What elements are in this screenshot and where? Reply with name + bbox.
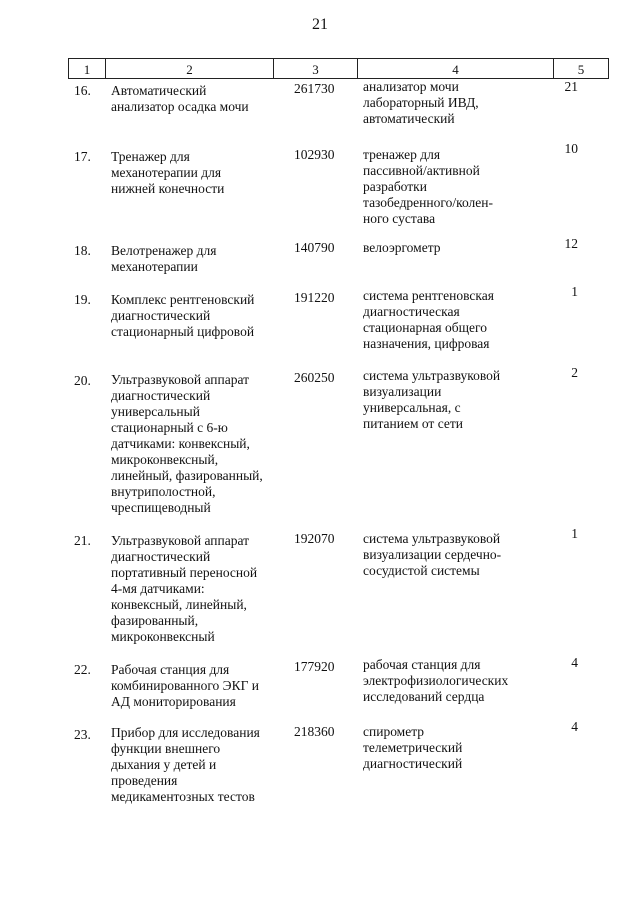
item-description <box>363 657 533 705</box>
item-name-line: фазированный, <box>111 613 199 628</box>
item-description <box>363 724 533 772</box>
item-name <box>111 533 286 645</box>
item-name <box>111 243 286 275</box>
item-name-line: портативный переносной <box>111 565 258 580</box>
item-name-line: анализатор осадка мочи <box>111 99 249 114</box>
item-description-line: диагностическая <box>363 304 460 319</box>
item-code: 102930 <box>294 147 335 162</box>
item-name-line: Ультразвуковой аппарат <box>111 533 250 548</box>
item-description-line: разработки <box>363 179 427 194</box>
item-quantity: 12 <box>564 236 578 251</box>
item-name <box>111 83 286 115</box>
item-name-line: механотерапии <box>111 259 198 274</box>
item-description <box>363 79 533 127</box>
item-description <box>363 288 533 352</box>
item-name-line: внутриполостной, <box>111 484 216 499</box>
header-col-4: 4 <box>357 59 553 78</box>
item-code: 260250 <box>294 370 335 385</box>
header-col-3: 3 <box>273 59 357 78</box>
item-name-line: конвексный, линейный, <box>111 597 247 612</box>
item-code: 192070 <box>294 531 335 546</box>
item-code: 261730 <box>294 81 335 96</box>
item-name-line: стационарный цифровой <box>111 324 255 339</box>
item-name <box>111 662 286 710</box>
item-description-line: диагностический <box>363 756 463 771</box>
header-col-2: 2 <box>105 59 273 78</box>
item-description <box>363 240 533 256</box>
item-name-line: Рабочая станция для <box>111 662 230 677</box>
header-col-5: 5 <box>553 59 609 78</box>
item-description-line: универсальная, с <box>363 400 461 415</box>
item-name-line: Тренажер для <box>111 149 190 164</box>
item-name <box>111 149 286 197</box>
item-name-line: Комплекс рентгеновский <box>111 292 255 307</box>
table-header <box>68 58 609 79</box>
item-description <box>363 531 533 579</box>
item-name-line: Прибор для исследования <box>111 725 260 740</box>
item-description-line: визуализации <box>363 384 442 399</box>
item-name-line: АД мониторирования <box>111 694 236 709</box>
item-name <box>111 292 286 340</box>
item-name-line: нижней конечности <box>111 181 225 196</box>
item-name-line: медикаментозных тестов <box>111 789 255 804</box>
item-name-line: диагностический <box>111 388 211 403</box>
item-name-line: Велотренажер для <box>111 243 217 258</box>
item-name-line: линейный, фазированный, <box>111 468 263 483</box>
item-name-line: комбинированного ЭКГ и <box>111 678 259 693</box>
item-description-line: спирометр <box>363 724 425 739</box>
header-col-1: 1 <box>68 59 105 78</box>
item-name-line: стационарный с 6-ю <box>111 420 228 435</box>
item-quantity: 1 <box>571 284 578 299</box>
row-number: 16. <box>74 83 91 98</box>
item-name-line: микроконвексный <box>111 629 215 644</box>
item-description-line: рабочая станция для <box>363 657 481 672</box>
item-name <box>111 372 286 516</box>
item-description-line: лабораторный ИВД, <box>363 95 479 110</box>
page-number: 21 <box>312 16 328 33</box>
item-description-line: назначения, цифровая <box>363 336 490 351</box>
item-name-line: 4-мя датчиками: <box>111 581 205 596</box>
item-quantity: 1 <box>571 526 578 541</box>
item-quantity: 4 <box>571 655 578 670</box>
item-description-line: автоматический <box>363 111 455 126</box>
item-description <box>363 368 533 432</box>
item-description-line: тазобедренного/колен- <box>363 195 493 210</box>
row-number: 20. <box>74 373 91 388</box>
item-name-line: проведения <box>111 773 178 788</box>
item-name-line: Ультразвуковой аппарат <box>111 372 250 387</box>
item-name-line: Автоматический <box>111 83 207 98</box>
item-description-line: сосудистой системы <box>363 563 480 578</box>
item-quantity: 2 <box>571 365 578 380</box>
item-description-line: исследований сердца <box>363 689 485 704</box>
item-name-line: диагностический <box>111 308 211 323</box>
row-number: 17. <box>74 149 91 164</box>
row-number: 23. <box>74 727 91 742</box>
item-name-line: функции внешнего <box>111 741 221 756</box>
item-name-line: дыхания у детей и <box>111 757 217 772</box>
item-description-line: питанием от сети <box>363 416 463 431</box>
item-description-line: система рентгеновская <box>363 288 494 303</box>
row-number: 22. <box>74 662 91 677</box>
item-name-line: микроконвексный, <box>111 452 219 467</box>
item-code: 177920 <box>294 659 335 674</box>
item-description-line: система ультразвуковой <box>363 531 501 546</box>
item-description-line: визуализации сердечно- <box>363 547 502 562</box>
item-description-line: тренажер для <box>363 147 441 162</box>
item-code: 140790 <box>294 240 335 255</box>
item-name-line: чреспищеводный <box>111 500 211 515</box>
item-quantity: 4 <box>571 719 578 734</box>
item-description-line: ного сустава <box>363 211 436 226</box>
item-description-line: телеметрический <box>363 740 463 755</box>
item-name-line: датчиками: конвексный, <box>111 436 250 451</box>
item-description-line: анализатор мочи <box>363 79 459 94</box>
item-description <box>363 147 533 227</box>
item-name-line: диагностический <box>111 549 211 564</box>
item-code: 191220 <box>294 290 335 305</box>
item-name-line: механотерапии для <box>111 165 222 180</box>
item-code: 218360 <box>294 724 335 739</box>
item-quantity: 21 <box>564 79 578 94</box>
item-description-line: система ультразвуковой <box>363 368 501 383</box>
item-description-line: стационарная общего <box>363 320 487 335</box>
item-name-line: универсальный <box>111 404 200 419</box>
item-description-line: электрофизиологических <box>363 673 509 688</box>
item-description-line: пассивной/активной <box>363 163 480 178</box>
item-description-line: велоэргометр <box>363 240 441 255</box>
row-number: 21. <box>74 533 91 548</box>
item-name <box>111 725 286 805</box>
row-number: 18. <box>74 243 91 258</box>
row-number: 19. <box>74 292 91 307</box>
item-quantity: 10 <box>564 141 578 156</box>
